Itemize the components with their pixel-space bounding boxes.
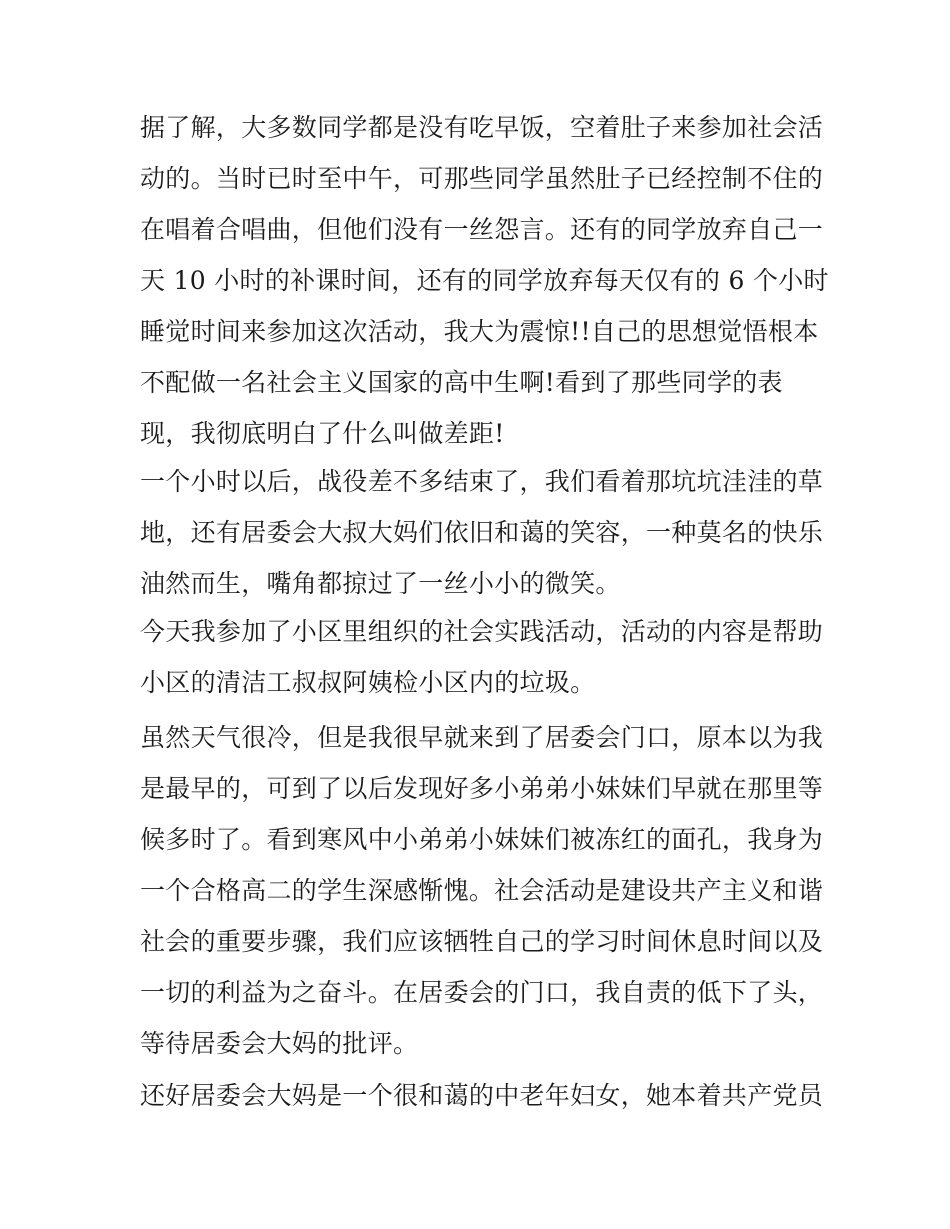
text-line: 在唱着合唱曲，但他们没有一丝怨言。还有的同学放弃自己一 [140, 215, 824, 244]
text-line: 一个小时以后，战役差不多结束了，我们看着那坑坑洼洼的草 [140, 467, 824, 496]
text-line: 现，我彻底明白了什么叫做差距! [140, 419, 505, 448]
text-line: 睡觉时间来参加这次活动，我大为震惊!!自己的思想觉悟根本 [140, 317, 819, 346]
text-line: 不配做一名社会主义国家的高中生啊!看到了那些同学的表 [140, 368, 783, 397]
text-line: 油然而生，嘴角都掠过了一丝小小的微笑。 [140, 569, 621, 598]
text-line: 动的。当时已时至中午，可那些同学虽然肚子已经控制不住的 [140, 164, 824, 193]
text-line: 据了解，大多数同学都是没有吃早饭，空着肚子来参加社会活 [140, 113, 824, 142]
text-line: 小区的清洁工叔叔阿姨检小区内的垃圾。 [140, 668, 596, 697]
text-line: 一切的利益为之奋斗。在居委会的门口，我自责的低下了头， [140, 978, 824, 1007]
text-line: 天 10 小时的补课时间，还有的同学放弃每天仅有的 6 个小时 [140, 266, 829, 295]
text-line: 今天我参加了小区里组织的社会实践活动，活动的内容是帮助 [140, 617, 824, 646]
text-line: 候多时了。看到寒风中小弟弟小妹妹们被冻红的面孔，我身为 [140, 825, 824, 854]
text-line: 社会的重要步骤，我们应该牺牲自己的学习时间休息时间以及 [140, 927, 824, 956]
text-line: 等待居委会大妈的批评。 [140, 1029, 419, 1058]
text-line: 虽然天气很冷，但是我很早就来到了居委会门口，原本以为我 [140, 723, 824, 752]
text-line: 还好居委会大妈是一个很和蔼的中老年妇女，她本着共产党员 [140, 1081, 824, 1110]
text-line: 一个合格高二的学生深感惭愧。社会活动是建设共产主义和谐 [140, 876, 824, 905]
text-line: 是最早的，可到了以后发现好多小弟弟小妹妹们早就在那里等 [140, 774, 824, 803]
text-line: 地，还有居委会大叔大妈们依旧和蔼的笑容，一种莫名的快乐 [140, 518, 824, 547]
